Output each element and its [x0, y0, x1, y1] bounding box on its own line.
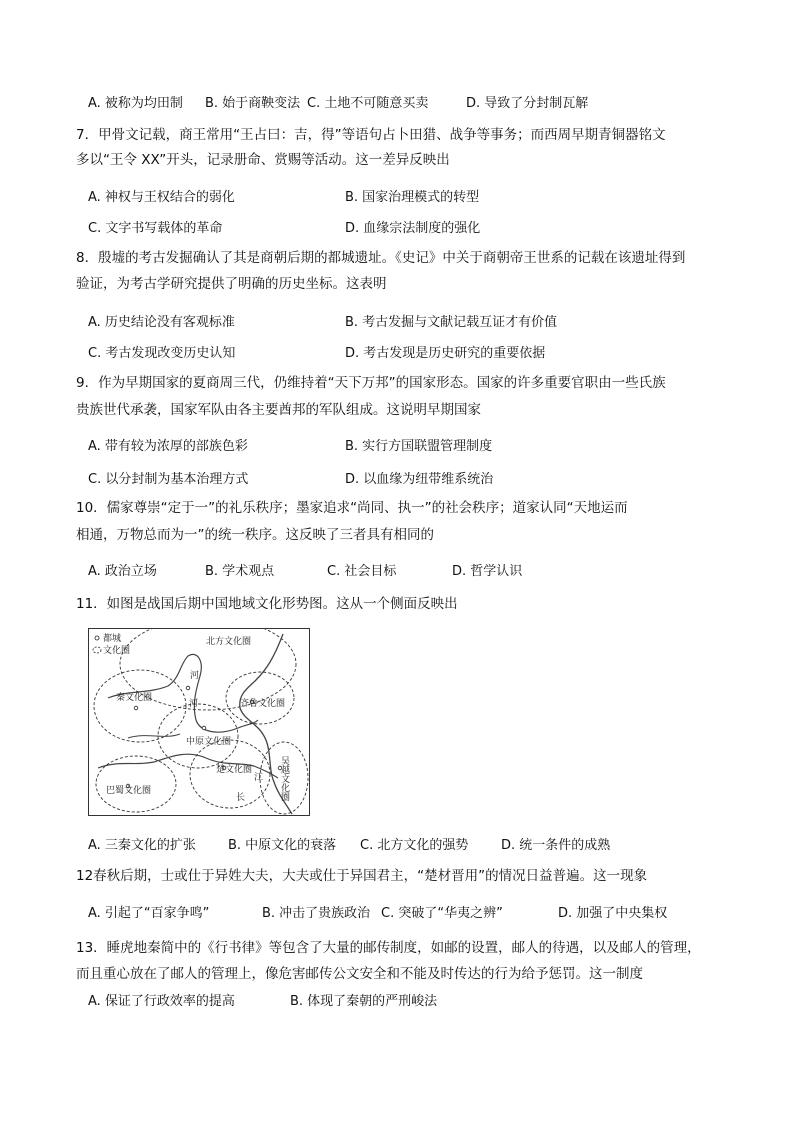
q9-stem-line2: 贵族世代承袭，国家军队由各主要酋邦的军队组成。这说明早期国家	[76, 402, 481, 418]
legend-capital-label: 都城	[103, 634, 122, 644]
q12-option-b: B. 冲击了贵族政治	[262, 906, 371, 921]
map-label-north: 北方文化圈	[206, 637, 252, 647]
q11-option-a: A. 三秦文化的扩张	[88, 838, 196, 853]
q12-option-a: A. 引起了“百家争鸣”	[88, 906, 210, 921]
q7-option-b: B. 国家治理模式的转型	[345, 190, 480, 205]
q7-stem-line2: 多以“王令 XX”开头，记录册命、赏赐等活动。这一差异反映出	[76, 152, 450, 168]
map-label-qin: 秦文化圈	[116, 693, 153, 703]
q11-option-c: C. 北方文化的强势	[360, 838, 469, 853]
q13-option-b: B. 体现了秦朝的严刑峻法	[290, 994, 438, 1009]
q6-option-c: C. 土地不可随意买卖	[307, 96, 429, 111]
map-label-central: 中原文化圈	[186, 737, 232, 747]
q10-option-a: A. 政治立场	[88, 564, 157, 579]
q9-option-a: A. 带有较为浓厚的部族色彩	[88, 439, 248, 454]
q9-option-b: B. 实行方国联盟管理制度	[345, 439, 493, 454]
q12-option-c: C. 突破了“华夷之辨”	[381, 906, 503, 921]
q12-stem: 12春秋后期，士或仕于异姓大夫，大夫或仕于异国君主，“楚材晋用”的情况日益普遍。这一现象	[76, 868, 648, 884]
map-label-he: 河	[190, 671, 200, 681]
warring-states-culture-map	[88, 628, 310, 816]
q8-stem-line2: 验证，为考古学研究提供了明确的历史坐标。这表明	[76, 276, 387, 292]
q10-option-b: B. 学术观点	[205, 564, 275, 579]
q13-stem-line2: 而且重心放在了邮人的管理上，像危害邮传公文安全和不能及时传达的行为给予惩罚。这一制度	[76, 966, 643, 982]
map-label-he2: 河	[189, 699, 199, 709]
q9-option-c: C. 以分封制为基本治理方式	[88, 472, 249, 487]
q12-option-d: D. 加强了中央集权	[558, 906, 668, 921]
q7-option-d: D. 血缘宗法制度的强化	[345, 221, 481, 236]
map-label-bashu: 巴蜀文化圈	[106, 786, 152, 796]
q10-option-c: C. 社会目标	[327, 564, 397, 579]
map-label-wuyue: 吴越文化圈	[279, 756, 289, 801]
legend-circle-label: 文化圈	[103, 646, 131, 656]
q7-option-a: A. 神权与王权结合的弱化	[88, 190, 235, 205]
q9-stem-line1: 9．作为早期国家的夏商周三代，仍维持着“天下万邦”的国家形态。国家的许多重要官职由一些氏族	[76, 375, 666, 391]
q7-stem-line1: 7．甲骨文记载，商王常用“王占曰：吉，得”等语句占卜田猎、战争等事务；而西周早期青铜器铭文	[76, 127, 666, 143]
q8-stem-line1: 8．殷墟的考古发掘确认了其是商朝后期的都城遗址。《史记》中关于商朝帝王世系的记载在该遗址得到	[76, 250, 686, 266]
q8-option-a: A. 历史结论没有客观标准	[88, 315, 235, 330]
map-label-chang: 长	[236, 793, 246, 803]
q8-option-c: C. 考古发现改变历史认知	[88, 346, 236, 361]
q9-option-d: D. 以血缘为纽带维系统治	[345, 472, 494, 487]
legend-capital-icon	[95, 636, 99, 640]
map-label-qilu: 齐鲁文化圈	[240, 699, 286, 709]
q10-stem-line1: 10．儒家尊崇“定于一”的礼乐秩序；墨家追求“尚同、执一”的社会秩序；道家认同“天地运而	[76, 500, 628, 516]
q8-option-b: B. 考古发掘与文献记载互证才有价值	[345, 315, 558, 330]
q13-stem-line1: 13．睡虎地秦简中的《行书律》等包含了大量的邮传制度，如邮的设置，邮人的待遇，以及邮人的管理，	[76, 940, 701, 956]
q11-stem: 11．如图是战国后期中国地域文化形势图。这从一个侧面反映出	[76, 596, 458, 612]
q6-option-a: A. 被称为均田制	[88, 96, 183, 111]
q13-option-a: A. 保证了行政效率的提高	[88, 994, 235, 1009]
map-label-chu: 楚文化圈	[216, 765, 253, 775]
q7-option-c: C. 文字书写载体的革命	[88, 221, 223, 236]
q8-option-d: D. 考古发现是历史研究的重要依据	[345, 346, 546, 361]
q10-option-d: D. 哲学认识	[452, 564, 523, 579]
q6-option-d: D. 导致了分封制瓦解	[466, 96, 589, 111]
q11-option-b: B. 中原文化的衰落	[228, 838, 337, 853]
q11-option-d: D. 统一条件的成熟	[501, 838, 611, 853]
map-label-jiang: 江	[254, 773, 264, 783]
q10-stem-line2: 相通，万物总而为一”的统一秩序。这反映了三者具有相同的	[76, 527, 434, 543]
q6-option-b: B. 始于商鞅变法	[205, 96, 301, 111]
